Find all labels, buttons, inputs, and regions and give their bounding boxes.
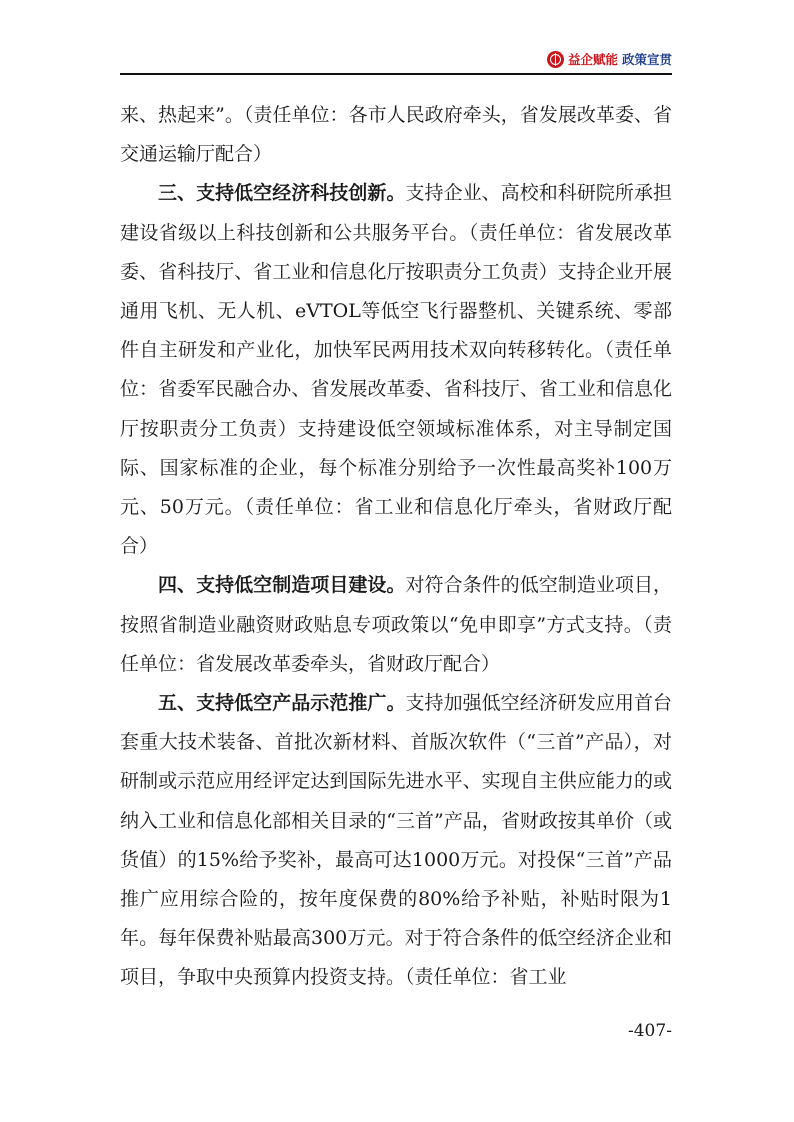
section-heading: 五、支持低空产品示范推广。 [158, 692, 406, 715]
paragraph-text: 支持加强低空经济研发应用首台套重大技术装备、首批次新材料、首版次软件（“三首”产品），对研制或示范应用经评定达到国际先进水平、实现自主供应能力的或纳入工业和信息化部相关目录的“三首”产品，省财政按其单价（或货值）的15%给予奖补，最高可达1000万元。对投保“三首”产品推广应用综合险的，按年度保费的80%给予补贴，补贴时限为1年。每年保费补贴最高300万元。对于符合条件的低空经济企业和项目，争取中央预算内投资支持。（责任单位：省工业 [120, 692, 672, 989]
paragraph-section-3 [120, 174, 672, 566]
paragraph-text: 对符合条件的低空制造业项目，按照省制造业融资财政贴息专项政策以“免申即享”方式支持。（责任单位：省发展改革委牵头，省财政厅配合） [120, 574, 672, 675]
brand-name: 益企赋能 [567, 52, 618, 67]
brand-mark [547, 50, 672, 68]
brand-logo-icon [547, 51, 564, 68]
paragraph-text: 来、热起来”。（责任单位：各市人民政府牵头，省发展改革委、省交通运输厅配合） [120, 104, 672, 166]
paragraph-continued [120, 96, 672, 174]
paragraph-section-4 [120, 566, 672, 684]
brand-subtitle: 政策宣贯 [621, 52, 672, 67]
page-number: -407- [628, 1021, 672, 1041]
paragraph-section-5 [120, 684, 672, 998]
section-heading: 三、支持低空经济科技创新。 [158, 182, 406, 205]
document-body [120, 96, 672, 998]
page-header [120, 44, 672, 74]
header-divider [120, 73, 672, 75]
paragraph-text: 支持企业、高校和科研院所承担建设省级以上科技创新和公共服务平台。（责任单位：省发展改革委、省科技厅、省工业和信息化厅按职责分工负责）支持企业开展通用飞机、无人机、eVTOL等低空飞行器整机、关键系统、零部件自主研发和产业化，加快军民两用技术双向转移转化。（责任单位：省委军民融合办、省发展改革委、省科技厅、省工业和信息化厅按职责分工负责）支持建设低空领域标准体系，对主导制定国际、国家标准的企业，每个标准分别给予一次性最高奖补100万元、50万元。（责任单位：省工业和信息化厅牵头，省财政厅配合） [120, 182, 672, 558]
section-heading: 四、支持低空制造项目建设。 [158, 574, 406, 597]
